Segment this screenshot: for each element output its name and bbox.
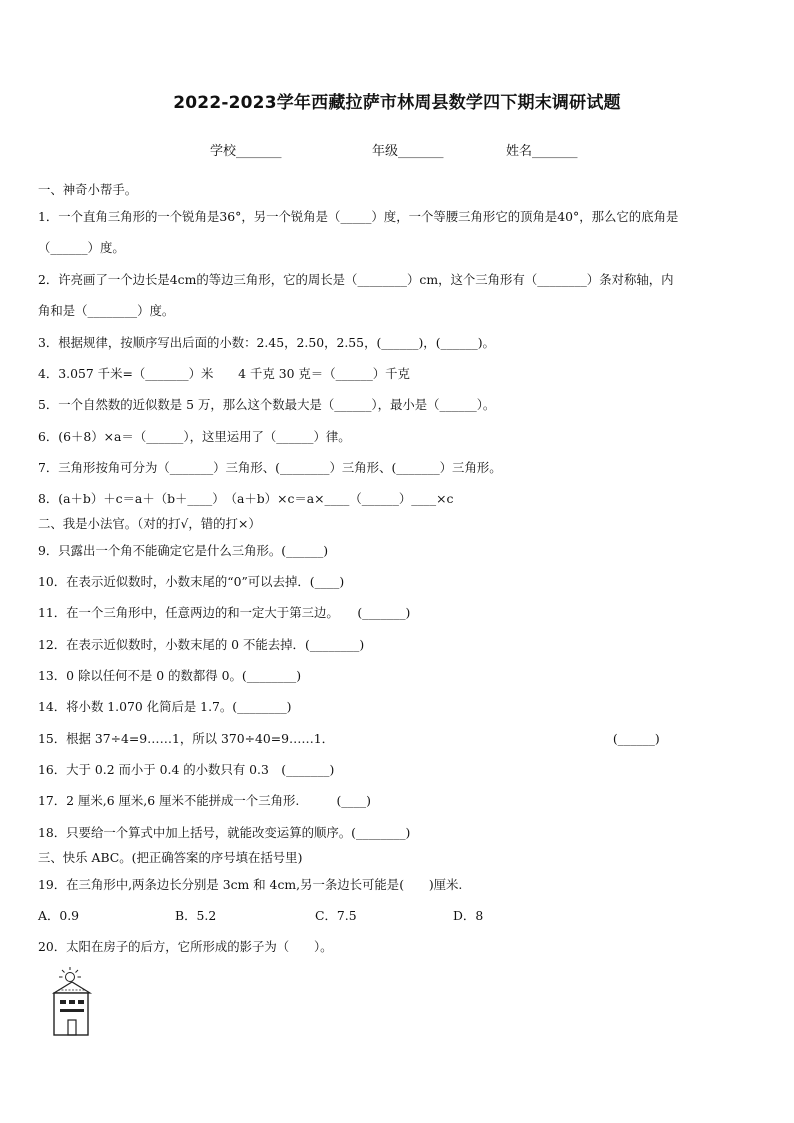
question-16: 16．大于 0.2 而小于 0.4 的小数只有 0.3 (_______) — [38, 762, 335, 777]
question-14: 14．将小数 1.070 化简后是 1.7。(________) — [38, 699, 292, 714]
section-heading-2: 二、我是小法官。（对的打√，错的打×） — [38, 516, 261, 531]
name-field: 姓名_______ — [506, 144, 578, 159]
question-19: 19．在三角形中,两条边长分别是 3cm 和 4cm,另一条边长可能是( )厘米. — [38, 877, 463, 892]
question-13: 13．0 除以任何不是 0 的数都得 0。(________) — [38, 668, 302, 683]
question-1: 1．一个直角三角形的一个锐角是36°，另一个锐角是（_____）度，一个等腰三角形它的顶角是40°，那么它的底角是 — [38, 209, 679, 224]
question-15: 15．根据 37÷4=9……1，所以 370÷40=9……1． (______) — [38, 731, 660, 746]
option-c: C．7.5 — [315, 908, 357, 923]
question-7: 7．三角形按角可分为（_______）三角形、(________）三角形、(_______）三角形。 — [38, 460, 502, 475]
question-8: 8．(a＋b）＋c＝a＋（b＋____） （a＋b）×c＝a×____（______）____×c — [38, 491, 454, 506]
question-12: 12．在表示近似数时，小数末尾的 0 不能去掉．(________) — [38, 637, 365, 652]
grade-field: 年级_______ — [372, 144, 444, 159]
question-11: 11．在一个三角形中，任意两边的和一定大于第三边。 (_______) — [38, 605, 411, 620]
option-d: D．8 — [453, 908, 484, 923]
question-1-cont: （______）度。 — [38, 240, 125, 255]
question-3: 3．根据规律，按顺序写出后面的小数：2.45，2.50，2.55，(______)，(______)。 — [38, 335, 495, 350]
question-2: 2．许亮画了一个边长是4cm的等边三角形，它的周长是（________）cm，这个三角形有（________）条对称轴，内 — [38, 272, 674, 287]
question-6: 6．(6＋8）×a＝（______），这里运用了（______）律。 — [38, 429, 351, 444]
section-heading-1: 一、神奇小帮手。 — [38, 182, 138, 197]
school-field: 学校_______ — [210, 144, 282, 159]
section-heading-3: 三、快乐 ABC。(把正确答案的序号填在括号里) — [38, 850, 303, 865]
option-b: B．5.2 — [175, 908, 217, 923]
page-title: 2022-2023学年西藏拉萨市林周县数学四下期末调研试题 — [173, 93, 621, 113]
question-5: 5．一个自然数的近似数是 5 万，那么这个数最大是（______），最小是（______）。 — [38, 397, 496, 412]
question-18: 18．只要给一个算式中加上括号，就能改变运算的顺序。(________) — [38, 825, 411, 840]
option-a: A．0.9 — [38, 908, 80, 923]
sun-and-house-icon — [46, 966, 102, 1038]
question-4: 4．3.057 千米=（_______）米 4 千克 30 克＝（______）千克 — [38, 366, 410, 381]
question-17: 17．2 厘米,6 厘米,6 厘米不能拼成一个三角形. (____) — [38, 793, 371, 808]
question-10: 10．在表示近似数时，小数末尾的“0”可以去掉．(____) — [38, 574, 345, 589]
question-20: 20．太阳在房子的后方，它所形成的影子为（ ）。 — [38, 939, 333, 954]
question-9: 9．只露出一个角不能确定它是什么三角形。(______) — [38, 543, 329, 558]
question-2-cont: 角和是（________）度。 — [38, 303, 175, 318]
